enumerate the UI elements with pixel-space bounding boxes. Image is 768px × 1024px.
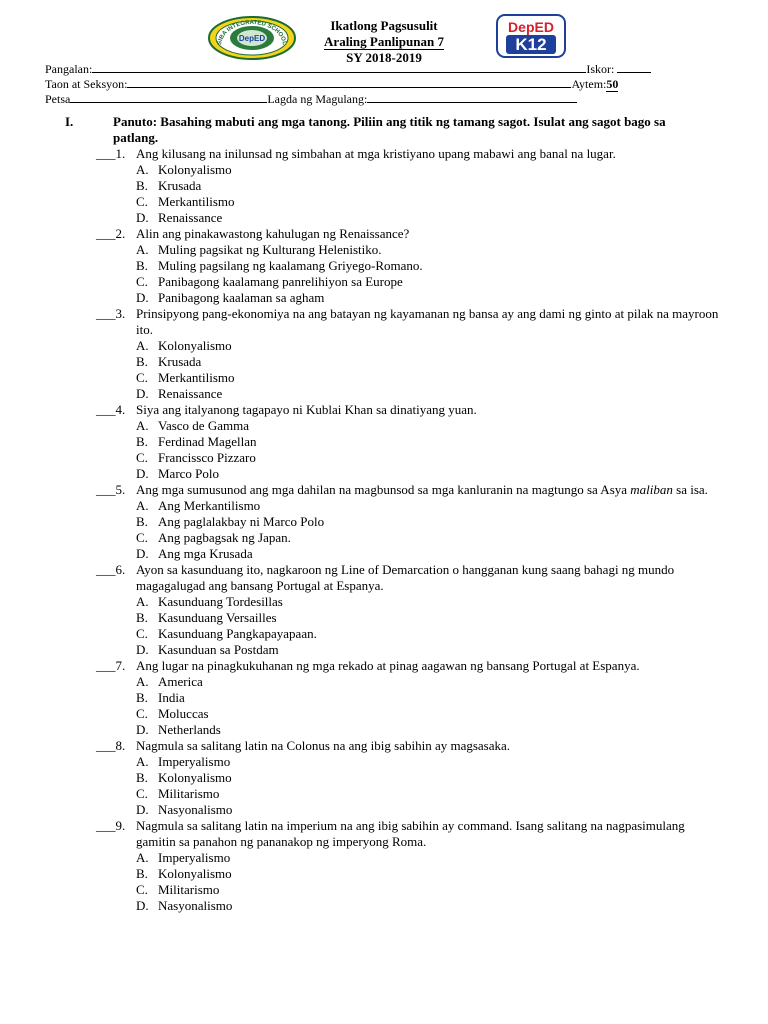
question-stem <box>0 482 768 498</box>
option-letter: D. <box>136 642 149 657</box>
option-text: Kasunduan sa Postdam <box>158 642 279 657</box>
option-text: Ang paglalakbay ni Marco Polo <box>158 514 325 529</box>
section-label: Taon at Seksyon: <box>45 77 128 91</box>
question-text-end: sa isa. <box>672 482 708 497</box>
question-text <box>136 306 726 338</box>
answer-option <box>0 274 768 290</box>
items-value: 50 <box>606 77 619 91</box>
option-text: Panibagong kaalaman sa agham <box>158 290 325 305</box>
question-text-main: Nagmula sa salitang latin na imperium na ang ibig sabihin ay command. Isang salitang na nagpasimulang gamitin sa panahon ng pananakop ng imperyong Roma. <box>136 818 685 849</box>
option-text: Kolonyalismo <box>158 338 232 353</box>
option-text: Renaissance <box>158 210 223 225</box>
question-9 <box>0 818 768 914</box>
option-letter: D. <box>136 210 149 225</box>
answer-option <box>0 386 768 402</box>
option-text: Kasunduang Pangkapayapaan. <box>158 626 317 641</box>
answer-blank[interactable]: ___7. <box>96 658 126 673</box>
option-text: Krusada <box>158 178 202 193</box>
answer-option <box>0 722 768 738</box>
option-letter: D. <box>136 546 149 561</box>
option-text: Krusada <box>158 354 202 369</box>
option-letter: C. <box>136 786 148 801</box>
question-emphasis: maliban <box>630 482 673 497</box>
option-letter: A. <box>136 162 149 177</box>
section-numeral: I. <box>65 114 74 129</box>
question-stem <box>0 738 768 754</box>
option-text: Ferdinad Magellan <box>158 434 257 449</box>
option-letter: C. <box>136 706 148 721</box>
answer-option <box>0 466 768 482</box>
answer-blank[interactable]: ___6. <box>96 562 126 577</box>
option-letter: A. <box>136 242 149 257</box>
option-letter: D. <box>136 722 149 737</box>
question-3 <box>0 306 768 402</box>
option-text: America <box>158 674 203 689</box>
answer-option <box>0 290 768 306</box>
option-letter: B. <box>136 690 148 705</box>
option-letter: C. <box>136 370 148 385</box>
question-text-main: Prinsipyong pang-ekonomiya na ang batayan ng kayamanan ng bansa ay ang dami ng ginto at pilak na mayroon ito. <box>136 306 719 337</box>
option-text: Muling pagsikat ng Kulturang Helenistiko. <box>158 242 382 257</box>
option-letter: B. <box>136 514 148 529</box>
option-letter: A. <box>136 674 149 689</box>
answer-option <box>0 850 768 866</box>
question-6 <box>0 562 768 658</box>
score-label: Iskor: <box>586 62 615 76</box>
option-letter: C. <box>136 274 148 289</box>
answer-option <box>0 242 768 258</box>
option-text: India <box>158 690 185 705</box>
name-label: Pangalan: <box>45 62 93 76</box>
score-blank[interactable] <box>617 61 651 73</box>
answer-option <box>0 450 768 466</box>
question-text <box>136 658 726 674</box>
seal-arc-text: SIBA INTEGRATED SCHOOL <box>216 19 288 46</box>
option-letter: A. <box>136 850 149 865</box>
answer-option <box>0 594 768 610</box>
answer-blank[interactable]: ___1. <box>96 146 126 161</box>
answer-option <box>0 674 768 690</box>
option-text: Renaissance <box>158 386 223 401</box>
option-text: Marco Polo <box>158 466 220 481</box>
option-letter: D. <box>136 802 149 817</box>
answer-option <box>0 706 768 722</box>
question-text <box>136 226 726 242</box>
option-text: Kolonyalismo <box>158 770 232 785</box>
answer-option <box>0 546 768 562</box>
answer-option <box>0 770 768 786</box>
option-letter: C. <box>136 450 148 465</box>
option-letter: C. <box>136 530 148 545</box>
option-text: Militarismo <box>158 786 220 801</box>
question-list <box>0 146 768 914</box>
signature-blank[interactable] <box>367 91 577 103</box>
answer-option <box>0 898 768 914</box>
question-1 <box>0 146 768 226</box>
option-text: Imperyalismo <box>158 754 231 769</box>
option-text: Ang Merkantilismo <box>158 498 261 513</box>
question-stem <box>0 562 768 594</box>
name-blank[interactable] <box>92 61 586 73</box>
option-text: Francissco Pizzaro <box>158 450 256 465</box>
question-stem <box>0 818 768 850</box>
option-text: Netherlands <box>158 722 221 737</box>
option-text: Ang pagbagsak ng Japan. <box>158 530 291 545</box>
option-letter: B. <box>136 178 148 193</box>
option-text: Nasyonalismo <box>158 898 233 913</box>
question-text <box>136 562 726 594</box>
question-text-main: Ang kilusang na inilunsad ng simbahan at mga kristiyano upang mabawi ang banal na lugar. <box>136 146 616 161</box>
option-text: Merkantilismo <box>158 370 235 385</box>
answer-option <box>0 610 768 626</box>
question-stem <box>0 402 768 418</box>
answer-option <box>0 338 768 354</box>
option-letter: C. <box>136 626 148 641</box>
k12-logo-text: K12 <box>515 35 547 54</box>
option-letter: D. <box>136 386 149 401</box>
deped-k12-logo <box>496 14 566 58</box>
answer-option <box>0 194 768 210</box>
answer-option <box>0 258 768 274</box>
answer-option <box>0 498 768 514</box>
option-letter: B. <box>136 610 148 625</box>
answer-option <box>0 370 768 386</box>
signature-label: Lagda ng Magulang: <box>267 92 368 106</box>
answer-blank[interactable]: ___4. <box>96 402 126 417</box>
option-letter: A. <box>136 338 149 353</box>
question-text <box>136 738 726 754</box>
answer-blank[interactable]: ___5. <box>96 482 126 497</box>
question-stem <box>0 226 768 242</box>
option-letter: B. <box>136 258 148 273</box>
date-blank[interactable] <box>70 91 267 103</box>
answer-blank[interactable]: ___9. <box>96 818 126 833</box>
answer-blank[interactable]: ___8. <box>96 738 126 753</box>
question-7 <box>0 658 768 738</box>
question-text <box>136 482 726 498</box>
answer-option <box>0 786 768 802</box>
answer-blank[interactable]: ___3. <box>96 306 126 321</box>
answer-option <box>0 754 768 770</box>
question-text-main: Ang mga sumusunod ang mga dahilan na magbunsod sa mga kanluranin na magtungo sa Asya <box>136 482 631 497</box>
answer-option <box>0 434 768 450</box>
answer-option <box>0 514 768 530</box>
question-text-main: Ayon sa kasunduang ito, nagkaroon ng Line of Demarcation o hangganan kung saang bahagi ng mundo magagalugad ang bansang Portugal at Espanya. <box>136 562 675 593</box>
section-row <box>45 76 735 92</box>
answer-option <box>0 690 768 706</box>
answer-option <box>0 642 768 658</box>
question-text-main: Nagmula sa salitang latin na Colonus na ang ibig sabihin ay magsasaka. <box>136 738 511 753</box>
exam-title: Ikatlong Pagsusulit <box>330 18 438 33</box>
date-row <box>45 91 735 107</box>
section-blank[interactable] <box>127 76 571 88</box>
answer-option <box>0 354 768 370</box>
option-letter: D. <box>136 290 149 305</box>
answer-option <box>0 162 768 178</box>
svg-text:DepED: DepED <box>238 34 266 43</box>
option-letter: D. <box>136 466 149 481</box>
question-text <box>136 402 726 418</box>
subject-title: Araling Panlipunan 7 <box>324 34 444 49</box>
answer-option <box>0 882 768 898</box>
option-text: Vasco de Gamma <box>158 418 249 433</box>
school-year: SY 2018-2019 <box>346 50 422 65</box>
option-letter: C. <box>136 194 148 209</box>
question-text-main: Ang lugar na pinagkukuhanan ng mga rekado at pinag aagawan ng bansang Portugal at Espanya. <box>136 658 640 673</box>
option-letter: B. <box>136 434 148 449</box>
option-text: Kolonyalismo <box>158 162 232 177</box>
question-2 <box>0 226 768 306</box>
option-letter: A. <box>136 418 149 433</box>
answer-option <box>0 210 768 226</box>
option-text: Kolonyalismo <box>158 866 232 881</box>
answer-blank[interactable]: ___2. <box>96 226 126 241</box>
answer-option <box>0 626 768 642</box>
answer-option <box>0 530 768 546</box>
option-letter: A. <box>136 498 149 513</box>
option-letter: A. <box>136 594 149 609</box>
option-letter: B. <box>136 354 148 369</box>
option-text: Moluccas <box>158 706 209 721</box>
question-5 <box>0 482 768 562</box>
option-text: Muling pagsilang ng kaalamang Griyego-Romano. <box>158 258 423 273</box>
question-text <box>136 818 726 850</box>
question-stem <box>0 658 768 674</box>
option-text: Panibagong kaalamang panrelihiyon sa Europe <box>158 274 403 289</box>
question-text-main: Siya ang italyanong tagapayo ni Kublai Khan sa dinatiyang yuan. <box>136 402 477 417</box>
question-text-main: Alin ang pinakawastong kahulugan ng Renaissance? <box>136 226 410 241</box>
question-text <box>136 146 726 162</box>
question-stem <box>0 306 768 338</box>
answer-option <box>0 178 768 194</box>
option-text: Militarismo <box>158 882 220 897</box>
option-letter: B. <box>136 866 148 881</box>
instructions: Panuto: Basahing mabuti ang mga tanong. Piliin ang titik ng tamang sagot. Isulat ang sagot bago sa patlang. <box>113 114 666 145</box>
items-label: Aytem: <box>571 77 607 91</box>
name-row <box>45 61 735 77</box>
option-letter: C. <box>136 882 148 897</box>
deped-logo-text: DepED <box>508 19 554 35</box>
option-letter: A. <box>136 754 149 769</box>
option-text: Merkantilismo <box>158 194 235 209</box>
date-label: Petsa <box>45 92 71 106</box>
answer-option <box>0 802 768 818</box>
question-8 <box>0 738 768 818</box>
option-letter: D. <box>136 898 149 913</box>
option-text: Kasunduang Versailles <box>158 610 277 625</box>
option-text: Kasunduang Tordesillas <box>158 594 283 609</box>
option-text: Ang mga Krusada <box>158 546 253 561</box>
question-stem <box>0 146 768 162</box>
option-text: Imperyalismo <box>158 850 231 865</box>
question-4 <box>0 402 768 482</box>
option-letter: B. <box>136 770 148 785</box>
option-text: Nasyonalismo <box>158 802 233 817</box>
answer-option <box>0 418 768 434</box>
answer-option <box>0 866 768 882</box>
